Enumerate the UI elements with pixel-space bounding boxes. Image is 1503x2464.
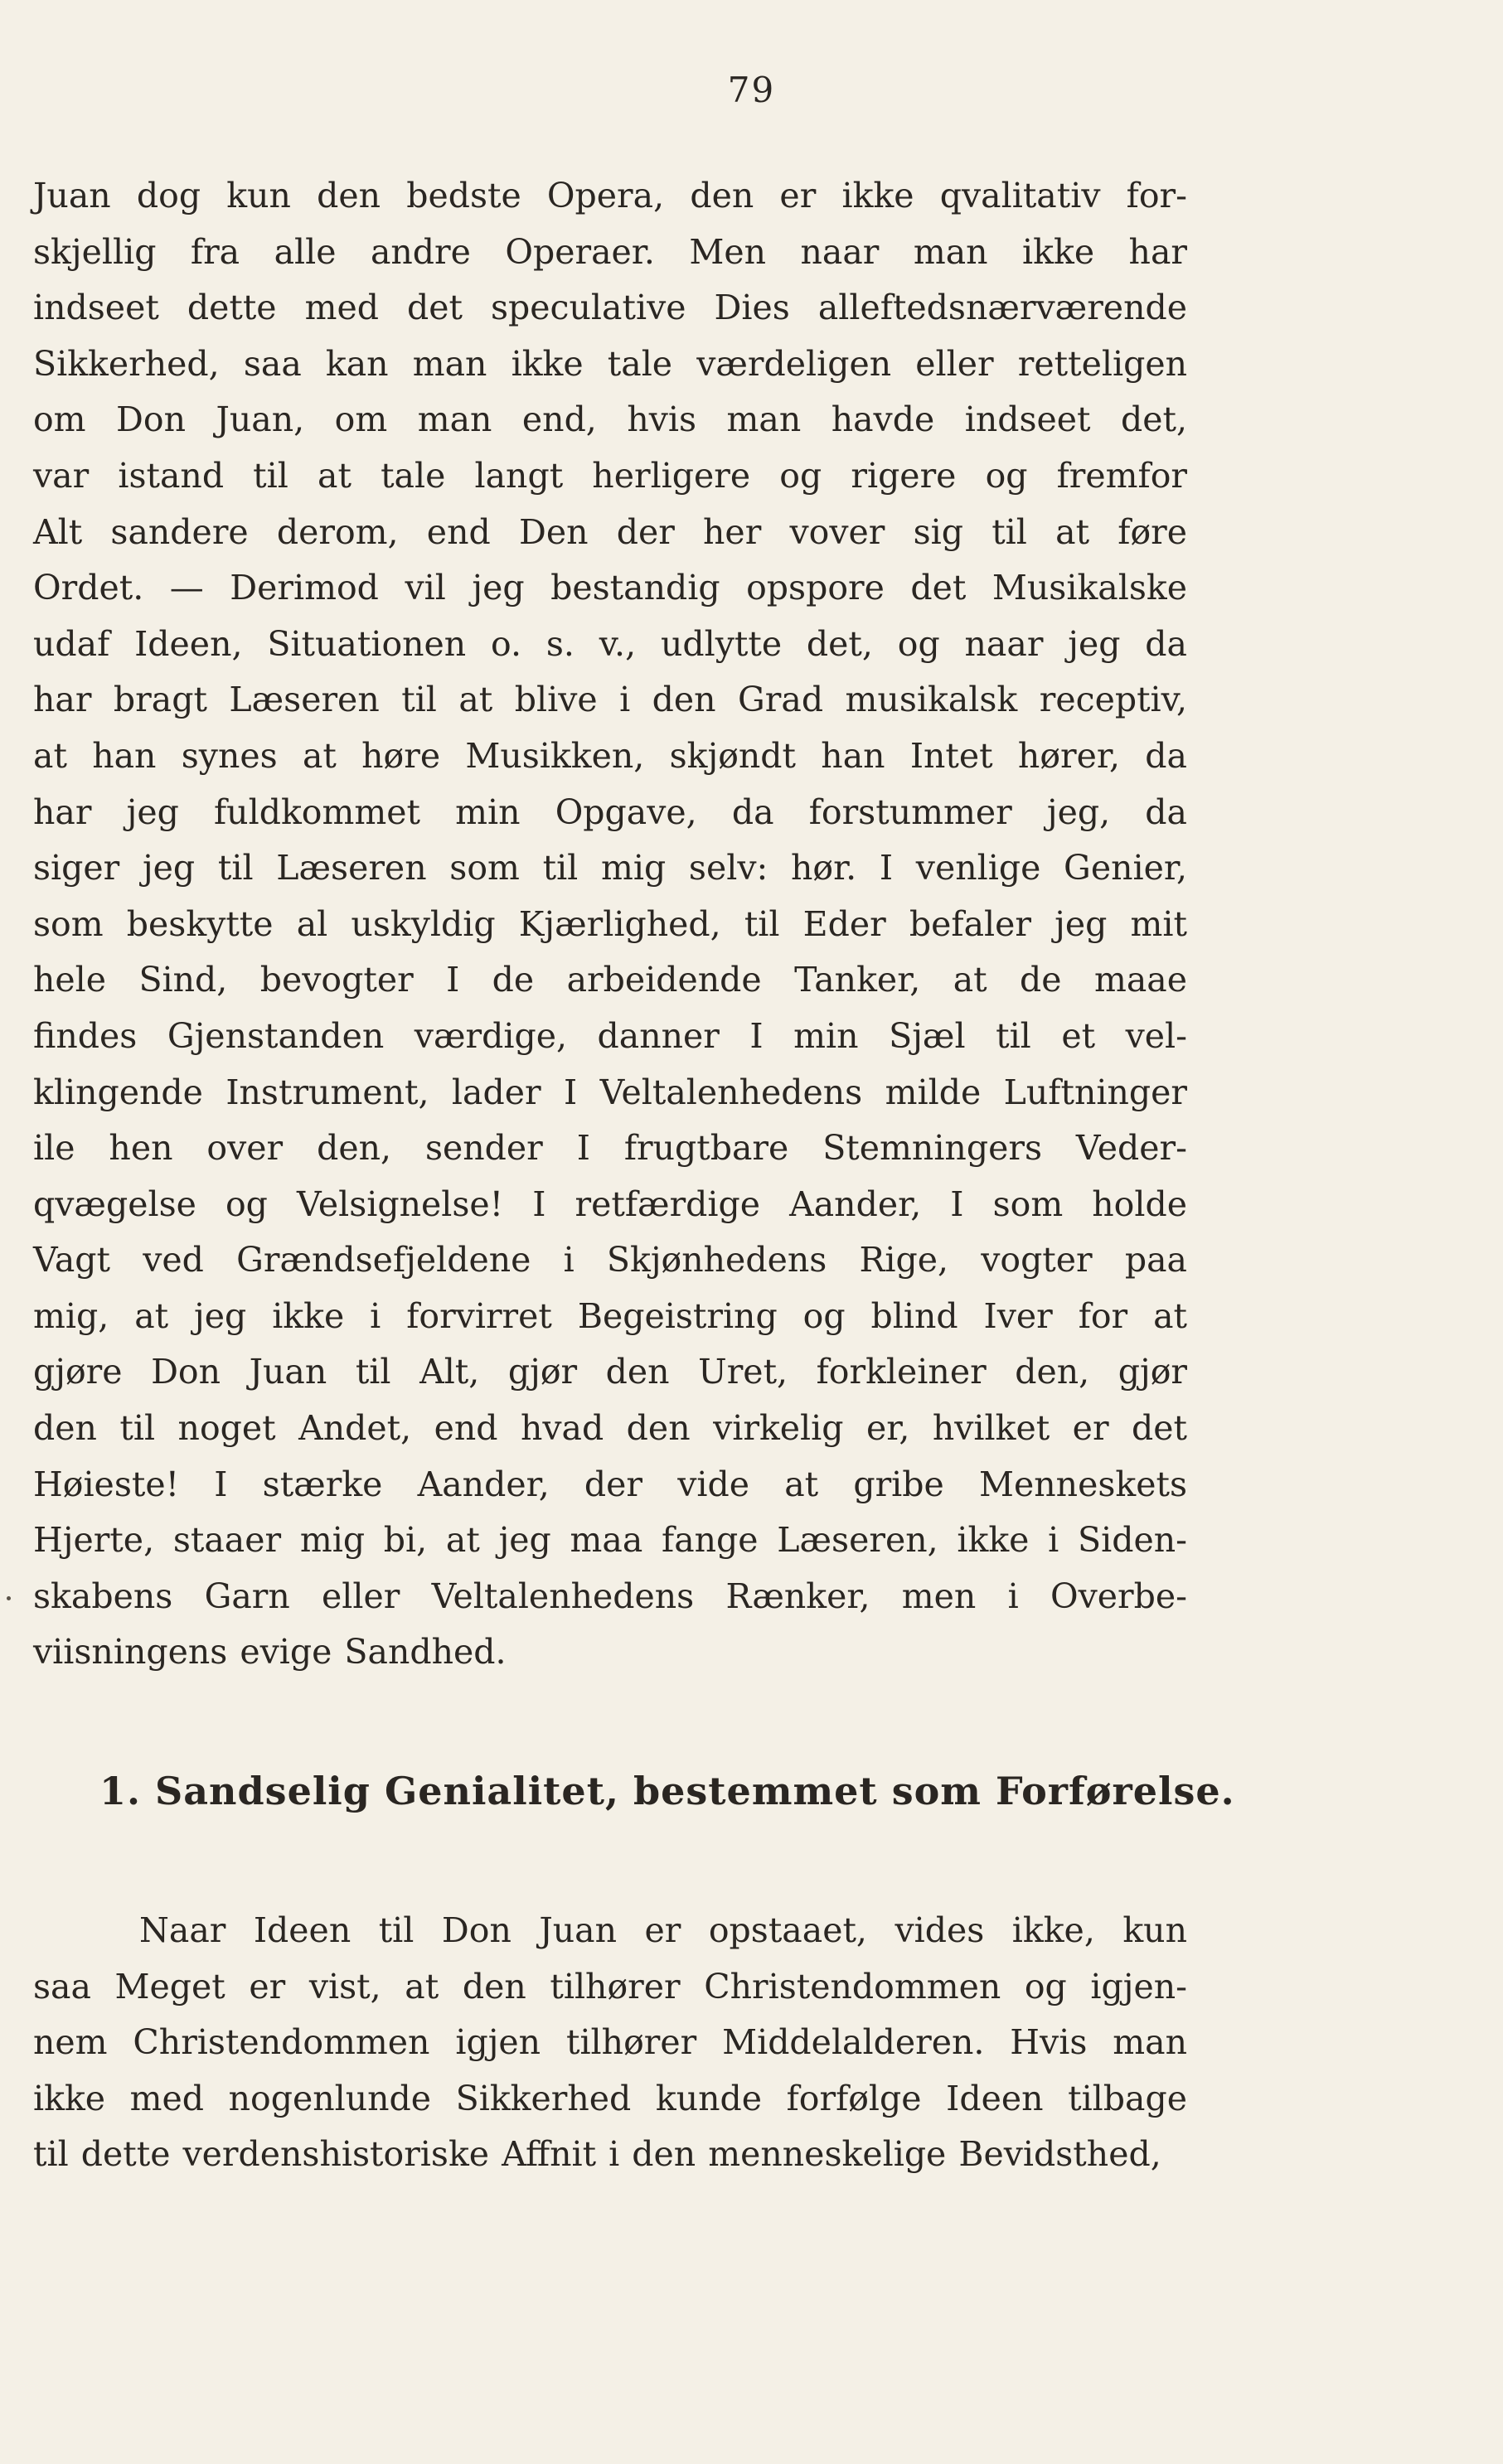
text-line: Høieste! I stærke Aander, der vide at gribe Menneskets: [33, 1464, 1187, 1504]
text-line: siger jeg til Læseren som til mig selv: hør. I venlige Genier,: [33, 848, 1187, 888]
text-line: ikke med nogenlunde Sikkerhed kunde forfølge Ideen tilbage: [33, 2078, 1187, 2118]
section-heading: 1. Sandselig Genialitet, bestemmet som Forførelse.: [99, 1769, 1235, 1813]
text-line: qvægelse og Velsignelse! I retfærdige Aander, I som holde: [33, 1184, 1187, 1224]
text-line: var istand til at tale langt herligere og rigere og fremfor: [33, 455, 1187, 496]
body-paragraph: [33, 168, 1187, 1681]
text-line: har jeg fuldkommet min Opgave, da forstummer jeg, da: [33, 791, 1187, 832]
text-line: Naar Ideen til Don Juan er opstaaet, vides ikke, kun: [139, 1910, 1187, 1950]
text-line: mig, at jeg ikke i forvirret Begeistring og blind Iver for at: [33, 1295, 1187, 1336]
text-line: skabens Garn eller Veltalenhedens Rænker, men i Overbe-: [33, 1576, 1187, 1616]
text-line: som beskytte al uskyldig Kjærlighed, til Eder befaler jeg mit: [33, 903, 1187, 944]
text-line: klingende Instrument, lader I Veltalenhedens milde Luftninger: [33, 1072, 1187, 1112]
text-line: viisningens evige Sandhed.: [33, 1632, 507, 1673]
text-line: Vagt ved Grændsefjeldene i Skjønhedens Rige, vogter paa: [33, 1240, 1187, 1280]
text-line: at han synes at høre Musikken, skjøndt han Intet hører, da: [33, 735, 1187, 776]
text-line: saa Meget er vist, at den tilhører Christendommen og igjen-: [33, 1966, 1187, 2007]
text-line: den til noget Andet, end hvad den virkelig er, hvilket er det: [33, 1408, 1187, 1449]
text-line: indseet dette med det speculative Dies alleftedsnærværende: [33, 288, 1187, 328]
text-line: Sikkerhed, saa kan man ikke tale værdeligen eller retteligen: [33, 343, 1187, 384]
text-line: Hjerte, staaer mig bi, at jeg maa fange Læseren, ikke i Siden-: [33, 1520, 1187, 1561]
text-line: gjøre Don Juan til Alt, gjør den Uret, forkleiner den, gjør: [33, 1352, 1187, 1392]
text-line: Juan dog kun den bedste Opera, den er ikke qvalitativ for-: [33, 176, 1187, 215]
text-line: om Don Juan, om man end, hvis man havde indseet det,: [33, 399, 1187, 440]
page-number: 79: [727, 70, 776, 110]
section-paragraph: [33, 1903, 1187, 2183]
text-line: udaf Ideen, Situationen o. s. v., udlytte det, og naar jeg da: [33, 623, 1187, 664]
text-line: nem Christendommen igjen tilhører Middelalderen. Hvis man: [33, 2022, 1187, 2063]
text-line: findes Gjenstanden værdige, danner I min Sjæl til et vel-: [33, 1015, 1187, 1056]
text-line: hele Sind, bevogter I de arbeidende Tanker, at de maae: [33, 960, 1187, 1000]
text-line: ile hen over den, sender I frugtbare Stemningers Veder-: [33, 1128, 1187, 1169]
margin-mark: [7, 1596, 11, 1600]
text-line: Ordet. — Derimod vil jeg bestandig opspore det Musikalske: [33, 568, 1187, 608]
text-line: Alt sandere derom, end Den der her vover sig til at føre: [33, 511, 1187, 552]
text-line: har bragt Læseren til at blive i den Grad musikalsk receptiv,: [33, 680, 1187, 720]
text-line: til dette verdenshistoriske Affnit i den menneskelige Bevidsthed,: [33, 2134, 1161, 2175]
text-line: skjellig fra alle andre Operaer. Men naar man ikke har: [33, 231, 1187, 272]
